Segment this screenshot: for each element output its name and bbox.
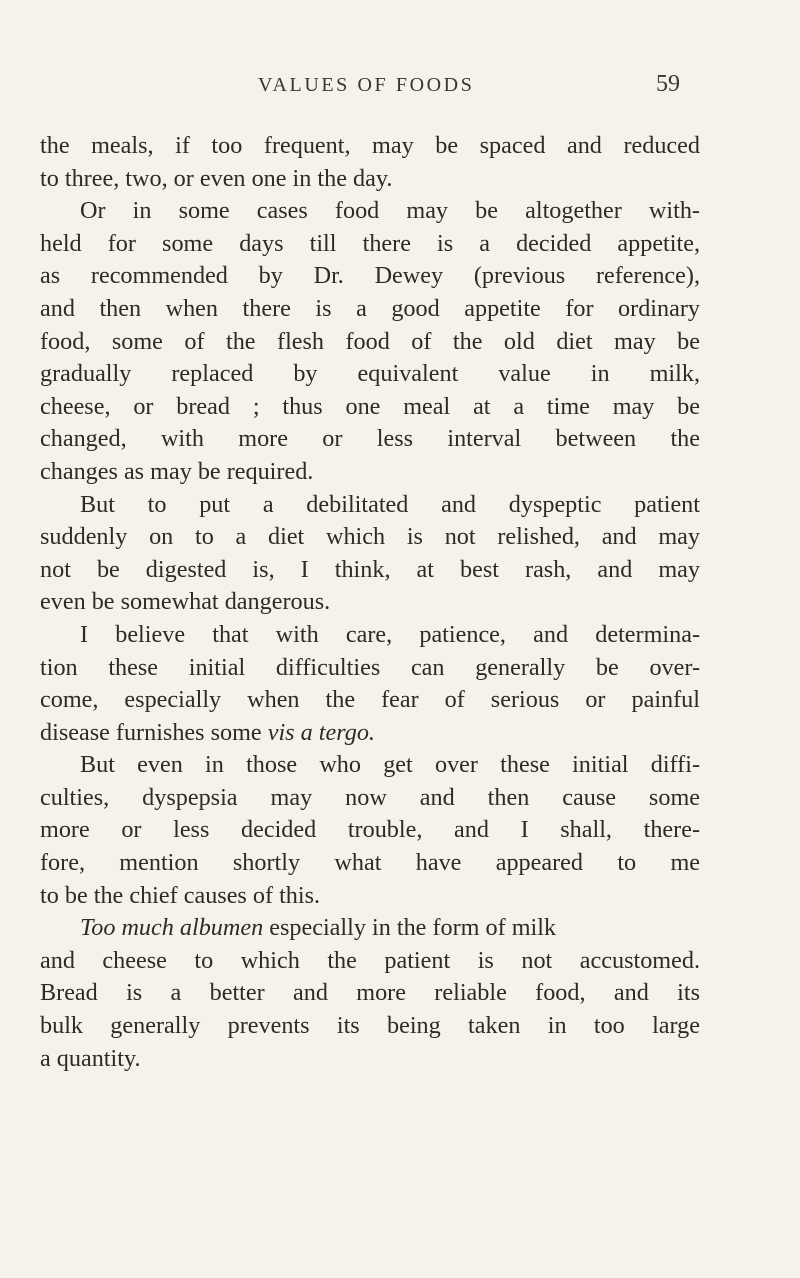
running-head [0, 64, 800, 104]
text-line: changed, with more or less interval between the [40, 425, 700, 453]
text-line: fore, mention shortly what have appeared to me [40, 849, 700, 877]
text-line: food, some of the flesh food of the old diet may be [40, 327, 700, 355]
text-line: the meals, if too frequent, may be spaced and reduced [40, 132, 700, 159]
text-line: bulk generally prevents its being taken in too large [40, 1012, 700, 1040]
text-line: changes as may be required. [40, 457, 314, 485]
running-title: VALUES OF FOODS [258, 74, 475, 96]
text-line: culties, dyspepsia may now and then cause some [40, 783, 700, 811]
text-line: Or in some cases food may be altogether with- [80, 197, 700, 225]
text-run: disease furnishes some [40, 718, 268, 746]
text-line: tion these initial difficulties can generally be over- [40, 653, 700, 681]
page-number: 59 [656, 71, 680, 97]
text-line: held for some days till there is a decided appetite, [40, 229, 700, 257]
text-line: more or less decided trouble, and I shall, there- [40, 816, 700, 844]
text-line [40, 912, 700, 945]
text-line: and then when there is a good appetite for ordinary [40, 294, 700, 322]
text-line: even be somewhat dangerous. [40, 588, 331, 616]
text-line: to be the chief causes of this. [40, 881, 321, 909]
text-line: come, especially when the fear of serious or painful [40, 686, 700, 714]
italic-phrase: vis a tergo. [267, 718, 375, 746]
body-text [40, 130, 700, 1075]
text-line: cheese, or bread ; thus one meal at a time may be [40, 392, 700, 420]
text-line: Bread is a better and more reliable food, and its [40, 979, 700, 1007]
text-line: a quantity. [40, 1044, 141, 1072]
text-line: I believe that with care, patience, and determina- [80, 620, 700, 648]
text-line: as recommended by Dr. Dewey (previous reference), [40, 262, 700, 290]
text-line: suddenly on to a diet which is not relished, and may [40, 523, 700, 551]
text-line: to three, two, or even one in the day. [40, 164, 393, 192]
text-line: But to put a debilitated and dyspeptic patient [80, 490, 700, 518]
text-run: especially in the form of milk [263, 914, 557, 942]
text-line: and cheese to which the patient is not accustomed. [40, 946, 700, 974]
text-line: not be digested is, I think, at best rash, and may [40, 555, 700, 583]
text-line [40, 717, 700, 750]
text-line: gradually replaced by equivalent value in milk, [40, 360, 700, 388]
text-line: But even in those who get over these initial diffi- [80, 751, 700, 779]
italic-phrase: Too much albumen [80, 914, 264, 942]
